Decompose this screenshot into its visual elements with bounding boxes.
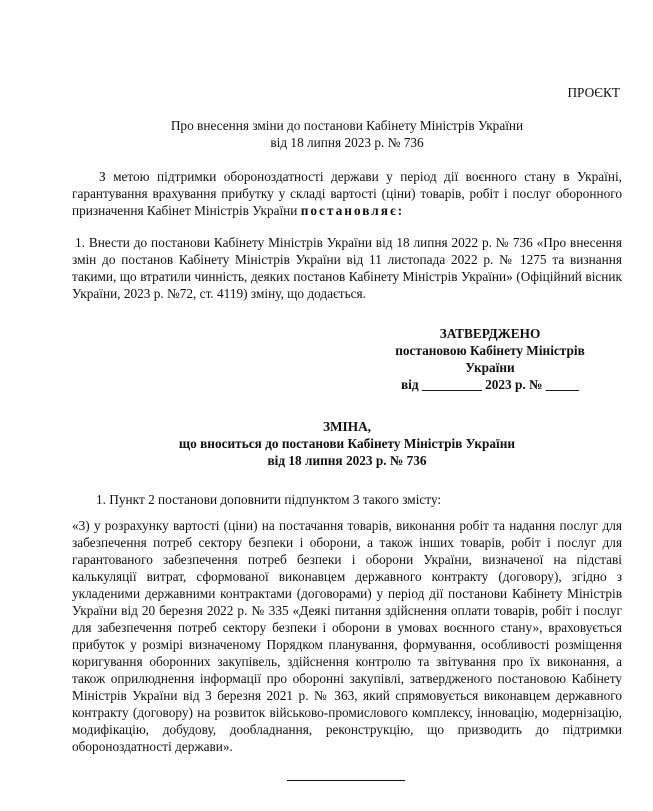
change-heading — [72, 418, 622, 469]
title-line-1: Про внесення зміни до постанови Кабінету Міністрів України — [170, 118, 524, 133]
point-1-paragraph: 1. Пункт 2 постанови доповнити підпунктом 3 такого змісту: — [96, 492, 442, 507]
intro-paragraph — [72, 168, 622, 219]
intro-text: З метою підтримки обороноздатності держави у період дії воєнного стану в Україні, гарантування врахування прибутку у складі вартості (ціни) товарів, робіт і послуг оборонного призначення Кабінет Міністрів України — [72, 169, 622, 218]
subpoint-3-paragraph: «3) у розрахунку вартості (ціни) на постачання товарів, виконання робіт та надання послуг для забезпечення потреб сектору безпеки і оборони, а також інших товарів, робіт і послуг для гарантованого забезпечення потреб безпеки і оборони України, визначеної на підставі калькуляції витрат, сформованої виконавцем державного контракту (договору), згідно з укладеними державними контрактами (договорами) у період дії постанови Кабінету Міністрів України від 20 березня 2022 р. № 335 «Деякі питання здійснення оплати товарів, робіт і послуг для забезпечення потреб сектору безпеки і оборони в умовах воєнного стану», враховується прибуток у розмірі визначеному Порядком планування, формування, особливості розміщення коригування оборонних закупівель, здійснення контролю та звітування про їх виконання, а також оприлюднення інформації про оборонні закупівлі, затвердженого постановою Кабінету Міністрів України від 3 березня 2021 р. № 363, який спрямовується виконавцем державного контракту (договору) на розвиток військово-промислового комплексу, інновацію, модернізацію, модифікацію, добудову, дообладнання, реконструкцію, що призводить до підтримки обороноздатності держави». — [72, 518, 622, 754]
approval-stamp-block — [380, 325, 600, 393]
decree-word: постановляє: — [300, 203, 405, 218]
item-1-paragraph: 1. Внести до постанови Кабінету Міністрів України від 18 липня 2022 р. № 736 «Про внесення змін до постанов Кабінету Міністрів України від 11 листопада 2022 р. № 1275 та визнання такими, що втратили чинність, деяких постанов Кабінету Міністрів України» (Офіційний вісник України, 2023 р. №72, ст. 4119) зміну, що додається. — [72, 235, 622, 301]
change-date: від 18 липня 2023 р. № 736 — [267, 453, 427, 468]
approved-by-line: постановою Кабінету Міністрів — [395, 343, 585, 358]
approved-body-line: України — [465, 360, 515, 375]
end-separator-line — [287, 780, 405, 781]
change-subtitle: що вноситься до постанови Кабінету Міністрів України — [178, 436, 516, 451]
title-line-2: від 18 липня 2023 р. № 736 — [270, 135, 424, 150]
document-title — [72, 117, 622, 151]
approved-heading: ЗАТВЕРДЖЕНО — [439, 326, 541, 341]
project-label: ПРОЄКТ — [567, 85, 620, 100]
change-title: ЗМІНА, — [322, 419, 371, 434]
approved-date-line: від _________ 2023 р. № _____ — [401, 377, 579, 392]
